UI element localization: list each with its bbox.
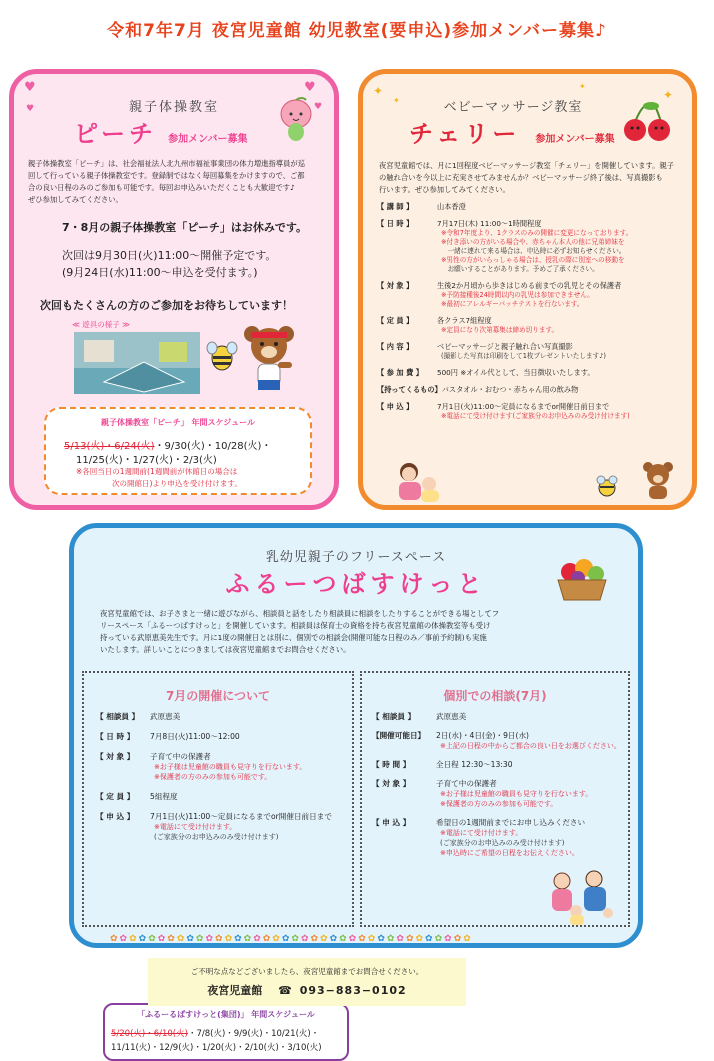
peach-intro: [28, 158, 338, 206]
free-intro: [100, 608, 636, 656]
contact-line: [148, 982, 466, 998]
detail-value: 武原恵美: [150, 712, 181, 721]
detail-row: [96, 791, 352, 802]
peach-schedule-title: 親子体操教室「ピーチ」 年間スケジュール: [101, 418, 255, 427]
detail-note: (撮影した写真は印刷をして1枚プレゼントいたします♪): [441, 352, 606, 360]
intro-line: 回して行っている親子体操教室です。登録制ではなく毎回募集をかけますので、ご都: [28, 171, 305, 180]
peach-schedule-note-2: 次の開館日)より申込を受け付けます。: [112, 479, 242, 488]
detail-note: ※男性の方がいらっしゃる場合は、授乳の際に別室への移動を: [441, 256, 625, 264]
detail-note: 一緒に連れて来る場合は、申込時に必ずお知らせください。: [441, 247, 626, 255]
intro-line: ぜひ参加してみてください。: [28, 195, 123, 204]
free-schedule-line-1: [111, 1027, 319, 1039]
fruit-basket-icon: [554, 554, 610, 602]
cherry-panel: [358, 69, 697, 510]
peach-schedule-note-1: ※各回当日の1週間前(1週間前が休館日の場合は: [76, 467, 238, 476]
individual-consult-box: [360, 671, 630, 927]
peach-next-1: 次回は9月30日(火)11:00〜開催予定です。: [62, 249, 277, 262]
detail-value: 7月1日(火)11:00〜定員になるまでor開催日前日まで: [150, 812, 332, 821]
cherry-recruit: 参加メンバー募集: [535, 134, 615, 145]
family-icon: [542, 869, 622, 927]
intro-line: 持っている武原恵美先生です。月に1度の開催日とは別に、個別での相談会(開催可能な日程のみ／事前予約制)も実施: [100, 633, 487, 642]
detail-note: (ご家族分のお申込みのみ受け付けます): [440, 839, 565, 847]
detail-row: [372, 711, 624, 722]
detail-note: ※電話にて受け付けます。: [154, 823, 237, 831]
detail-value: ベビーマッサージと親子触れ合い写真撮影: [437, 342, 573, 351]
detail-note: ※保護者の方のみの参加も可能です。: [154, 773, 272, 781]
free-schedule-box: [103, 1003, 349, 1061]
peach-title: ピーチ: [74, 120, 158, 148]
mother-baby-icon: [393, 460, 445, 504]
detail-row: [372, 759, 624, 770]
detail-note: ※お子様は児童館の職員も見守りを行ないます。: [154, 763, 307, 771]
detail-note: ※申込時にご希望の日程をお伝えください。: [440, 849, 579, 857]
detail-note: ※最初にアレルギーパッチテストを行ないます。: [441, 300, 584, 308]
detail-row: [377, 385, 697, 395]
monthly-session-title: 7月の開催について: [165, 689, 271, 703]
cherry-intro: [379, 160, 697, 196]
detail-row: [377, 281, 697, 309]
intro-line: 合の良い日程のみのご参加も可能です。毎回お申込みいただくことも大歓迎です♪: [28, 183, 295, 192]
sparkle-icon: ✦: [663, 88, 674, 102]
detail-row: [372, 778, 624, 809]
detail-row: [377, 316, 697, 335]
detail-value: 7月1日(火)11:00〜定員になるまでor開催日前日まで: [437, 402, 610, 411]
peach-panel: [9, 69, 339, 510]
detail-note: お願いすることがあります。予めご了承ください。: [441, 265, 599, 273]
detail-label: 【 対 象 】: [372, 779, 411, 788]
heart-icon: ♥: [314, 102, 323, 112]
cancelled-dates: 5/13(火)・6/24(火): [64, 441, 155, 452]
detail-row: [377, 402, 697, 421]
detail-value: 武原恵美: [436, 712, 467, 721]
bear-icon: [641, 460, 675, 500]
intro-line: 親子体操教室「ピーチ」は、社会福祉法人北九州市福祉事業団の体力増進指導員が巡: [28, 159, 305, 168]
detail-label: 【 定 員 】: [377, 316, 414, 325]
cherry-name: [409, 114, 615, 149]
intro-line: いたします。詳しいことにつきましては夜宮児童館までお問合せください。: [100, 645, 351, 654]
detail-label: 【 参 加 費 】: [377, 368, 423, 377]
sparkle-icon: ✦: [373, 84, 384, 98]
detail-row: [96, 751, 352, 782]
intro-line: 夜宮児童館では、お子さまと一緒に遊びながら、相談員と話をしたり相談員に相談をしたりすることができる場としてフ: [100, 609, 500, 618]
detail-value: 子育て中の保護者: [150, 752, 211, 761]
schedule-dates: ・9/30(火)・10/28(火)・: [154, 441, 272, 452]
detail-label: 【 申 込 】: [377, 402, 414, 411]
detail-note: ※付き添いの方がいる場合や、赤ちゃん本人の他に兄弟姉妹を: [441, 238, 625, 246]
page-title: 令和7年7月 夜宮児童館 幼児教室(要申込)参加メンバー募集♪: [107, 21, 607, 41]
detail-label: 【 申 込 】: [372, 818, 411, 827]
detail-note: ※令和7年度より、1クラスのみの開催に変更になっております。: [441, 229, 633, 237]
detail-label: 【 対 象 】: [96, 752, 135, 761]
phone-number[interactable]: 093−883−0102: [299, 984, 407, 997]
detail-note: ※保護者の方のみの参加も可能です。: [440, 800, 558, 808]
detail-value: 生後2か月頃から歩きはじめる前までの乳児とその保護者: [437, 281, 622, 290]
detail-value: 全日程 12:30〜13:30: [436, 760, 513, 769]
free-schedule-title: 「ふるーるばすけっと(集団)」 年間スケジュール: [137, 1010, 315, 1019]
sparkle-icon: ✦: [393, 96, 400, 105]
intro-line: リースペース「ふるーつばすけっと」を開催しています。相談員は保育士の資格を持ち夜宮児童館の体操教室等も受け: [100, 621, 491, 630]
detail-label: 【 相談員 】: [372, 712, 416, 721]
detail-note: ※電話にて受け付けます(ご家族分のお申込みのみ受け付けます): [441, 412, 630, 420]
detail-row: [96, 731, 352, 742]
individual-consult-details: [372, 711, 624, 866]
detail-row: [96, 711, 352, 722]
peach-kicker: 親子体操教室: [128, 100, 219, 115]
peach-next-2: (9月24日(水)11:00〜申込を受付ます。): [62, 266, 258, 279]
free-title: ふるーつばすけっと: [225, 570, 487, 598]
detail-label: 【開催可能日】: [372, 731, 426, 740]
bear-mascot-icon: [240, 322, 298, 396]
detail-value: 子育て中の保護者: [436, 779, 497, 788]
bee-icon: [595, 474, 619, 498]
peach-recruit: 参加メンバー募集: [168, 134, 248, 145]
detail-note: ※電話にて受け付けます。: [440, 829, 523, 837]
detail-note: (ご家族分のお申込みのみ受け付けます): [154, 833, 279, 841]
detail-note: ※お子様は児童館の職員も見守りを行ないます。: [440, 790, 593, 798]
detail-value: 希望日の1週間前までにお申し込みください: [436, 818, 586, 827]
detail-value: 各クラス7組程度: [437, 316, 492, 325]
detail-row: [377, 368, 697, 378]
heart-icon: ♥: [304, 80, 316, 95]
phone-icon: ☎: [278, 984, 292, 997]
detail-label: 【 時 間 】: [372, 760, 411, 769]
detail-row: [372, 817, 624, 858]
detail-row: [96, 811, 352, 842]
peach-schedule-line-2: 11/25(火)・1/27(火)・2/3(火): [76, 455, 217, 466]
peach-schedule-line-1: [64, 437, 271, 452]
detail-value: 2日(水)・4日(金)・9日(水): [436, 731, 530, 740]
sparkle-icon: ✦: [579, 82, 586, 91]
detail-value: 山本香澄: [437, 202, 466, 211]
heart-icon: ♥: [24, 80, 36, 95]
detail-label: 【持ってくるもの】: [377, 385, 442, 394]
cherry-kicker: ベビーマッサージ教室: [443, 100, 583, 115]
detail-value: 5組程度: [150, 792, 178, 801]
detail-label: 【 申 込 】: [96, 812, 135, 821]
cherry-details: [377, 202, 697, 428]
detail-value: バスタオル・おむつ・赤ちゃん用の飲み物: [441, 385, 579, 394]
intro-line: 夜宮児童館では、月に1回程度ベビーマッサージ教室「チェリー」を開催しています。親子: [379, 161, 674, 170]
intro-line: 行います。ぜひ参加してみてください。: [379, 185, 510, 194]
flower-border: ✿✿✿✿✿✿✿✿✿✿✿✿✿✿✿✿✿✿✿✿✿✿✿✿✿✿✿✿✿✿✿✿✿✿✿✿✿✿: [110, 934, 473, 944]
peach-name: [74, 114, 247, 149]
detail-row: [377, 202, 697, 212]
detail-label: 【 講 師 】: [377, 202, 414, 211]
peach-schedule-box: [44, 407, 312, 495]
photo-caption: ≪ 遊具の様子 ≫: [72, 320, 130, 329]
detail-note: ※上記の日程の中からご都合の良い日をお選びください。: [440, 742, 621, 750]
detail-value: 500円 ※オイル代として、当日徴収いたします。: [437, 368, 595, 377]
contact-note: ご不明な点などございましたら、夜宮児童館までお問合せください。: [190, 967, 424, 976]
contact-footer: [148, 958, 466, 1006]
detail-row: [377, 342, 697, 361]
peach-notice: 7・8月の親子体操教室「ピーチ」はお休みです。: [62, 221, 307, 234]
cancelled-dates: 5/20(火)・6/10(火): [111, 1029, 188, 1039]
detail-label: 【 内 容 】: [377, 342, 414, 351]
intro-line: の触れ合いを今以上に充実させてみませんか？ベビーマッサージ終了後は、写真撮影も: [379, 173, 663, 182]
detail-row: [372, 730, 624, 751]
detail-value: 7月8日(火)11:00〜12:00: [150, 732, 240, 741]
peach-character-icon: [276, 96, 316, 144]
monthly-session-details: [96, 711, 352, 851]
detail-note: ※予防接種後24時間以内の乳児は参加できません。: [441, 291, 594, 299]
heart-icon: ♥: [26, 104, 35, 114]
detail-label: 【 相談員 】: [96, 712, 140, 721]
detail-row: [377, 219, 697, 274]
cherry-character-icon: [621, 100, 673, 146]
detail-label: 【 定 員 】: [96, 792, 135, 801]
detail-value: 7月17日(木) 11:00〜1時間程度: [437, 219, 542, 228]
detail-label: 【 日 時 】: [96, 732, 135, 741]
bee-icon: [206, 338, 238, 374]
schedule-dates: ・7/8(火)・9/9(火)・10/21(火)・: [187, 1029, 320, 1039]
free-schedule-line-2: 11/11(火)・12/9(火)・1/20(火)・2/10(火)・3/10(火): [111, 1043, 322, 1053]
individual-consult-title: 個別での相談(7月): [443, 689, 547, 703]
detail-note: ※定員になり次第募集は締め切ります。: [441, 326, 559, 334]
org-name: 夜宮児童館: [207, 984, 263, 997]
detail-label: 【 対 象 】: [377, 281, 414, 290]
peach-wait: 次回もたくさんの方のご参加をお待ちしています！: [40, 299, 293, 312]
detail-label: 【 日 時 】: [377, 219, 414, 228]
cherry-title: チェリー: [409, 120, 521, 148]
playground-photo: [74, 332, 200, 394]
free-kicker: 乳幼児親子のフリースペース: [265, 550, 447, 565]
